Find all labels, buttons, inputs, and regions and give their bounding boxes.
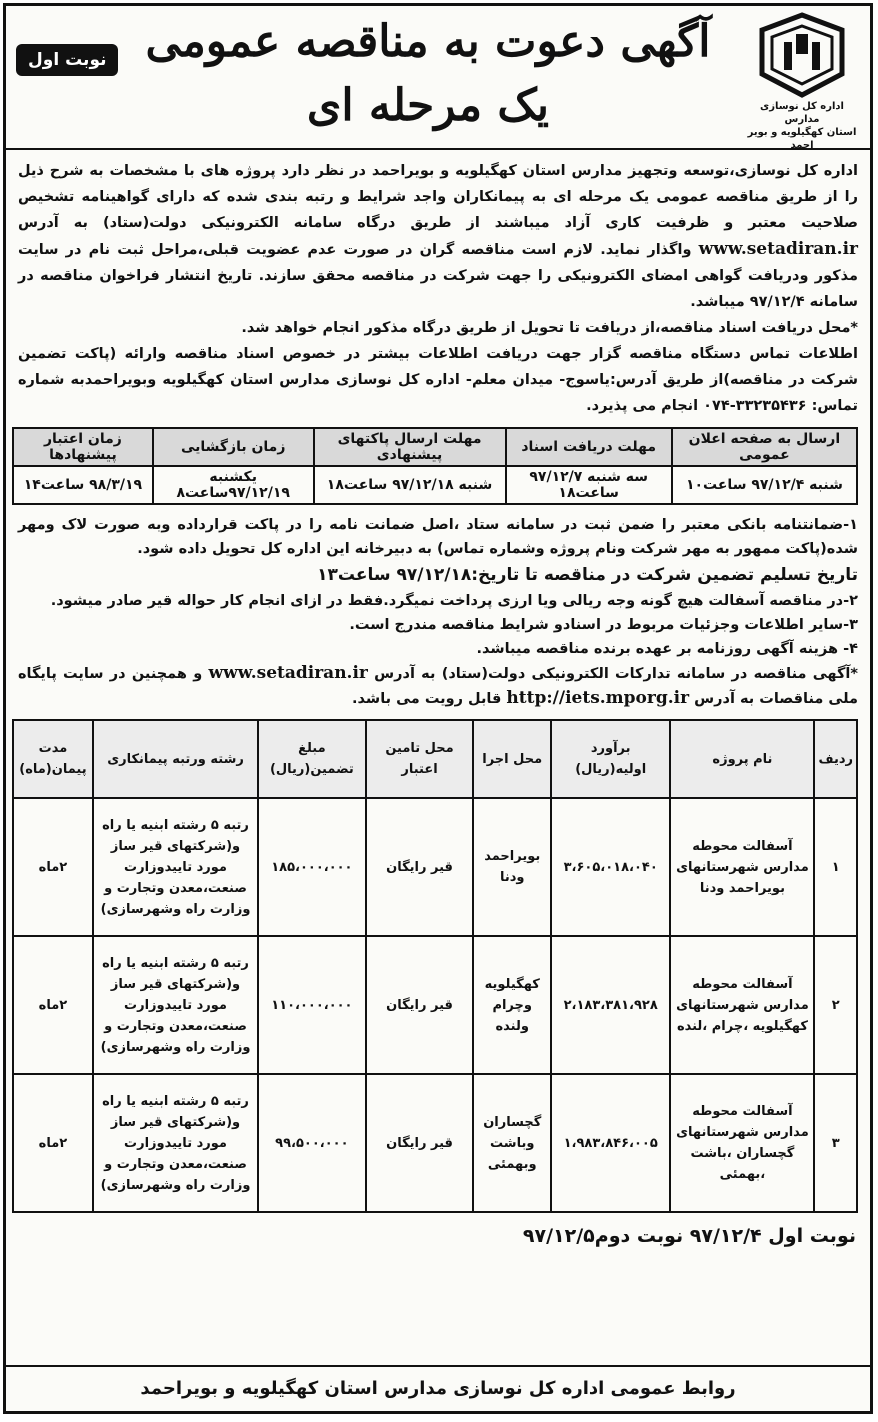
intro-text: اداره کل نوسازی،توسعه وتجهیز مدارس استان کهگیلویه و بویراحمد در نظر دارد پروژه های با مشخصات به شرح ذیل را از طریق مناقصه عمومی یک مرحله ای به پیمانکاران واجد شرایط و رتبه بندی شده که دارای گواهینامه تشخیص صلاحیت معتبر و ظرفیت کاری آزاد میباشند از طریق درگاه سامانه الکترونیکی دولت(ستاد) به آدرس	[18, 163, 858, 231]
schedule-cell: شنبه ۹۷/۱۲/۴ ساعت۱۰	[672, 466, 857, 504]
schedule-cell: ۹۸/۳/۱۹ ساعت۱۴	[13, 466, 153, 504]
schedule-cell: سه شنبه ۹۷/۱۲/۷ ساعت۱۸	[506, 466, 672, 504]
condition-3: ۳-سایر اطلاعات وجزئیات مربوط در اسنادو شرایط مناقصه مندرج است.	[349, 617, 858, 633]
intro-paragraph-3: اطلاعات تماس دستگاه مناقصه گزار جهت دریافت اطلاعات بیشتر در خصوص اسناد مناقصه وارائه (پاکت تضمین شرکت در مناقصه)از طریق آدرس:یاسوج- میدان معلم- اداره کل نوسازی مدارس استان کهگیلویه وبویراحمدبه شماره تماس: ۳۳۲۳۵۴۳۶-۰۷۴ انجام می پذیرد.	[18, 346, 858, 414]
publication-dates: نوبت اول ۹۷/۱۲/۴ نوبت دوم۹۷/۱۲/۵	[522, 1225, 856, 1247]
schedule-header: مهلت دریافت اسناد	[506, 428, 672, 466]
cell-location: کهگیلویه وچرام ولنده	[473, 936, 551, 1074]
projects-table	[12, 719, 858, 1213]
shield-logo-icon	[756, 12, 848, 98]
header-duration: مدت پیمان(ماه)	[13, 720, 93, 798]
schedule-cell: یکشنبه ۹۷/۱۲/۱۹ساعت۸	[153, 466, 314, 504]
table-row	[13, 1074, 857, 1212]
header-funding: محل تامین اعتبار	[366, 720, 474, 798]
cell-estimate: ۱،۹۸۳،۸۴۶،۰۰۵	[551, 1074, 670, 1212]
schedule-header: زمان بازگشایی	[153, 428, 314, 466]
page-title: آگهی دعوت به مناقصه عمومی	[145, 16, 711, 67]
cell-row-number: ۲	[814, 936, 857, 1074]
intro-section	[6, 150, 870, 419]
cell-funding: قیر رایگان	[366, 798, 474, 936]
logo-caption-line1: اداره کل نوسازی مدارس	[760, 101, 844, 125]
intro-text-end: واگذار نماید. لازم است مناقصه گران در صورت عدم عضویت قبلی،مراحل ثبت نام در سایت مذکور ودریافت گواهی امضای الکترونیکی را جهت شرکت در مناقصه محقق سازند. تاریخ انتشار فراخوان مناقصه در سامانه ۹۷/۱۲/۴ میباشد.	[18, 242, 858, 310]
schedule-header: زمان اعتبار پیشنهادها	[13, 428, 153, 466]
page-subtitle: یک مرحله ای	[306, 80, 550, 131]
header-location: محل اجرا	[473, 720, 551, 798]
cell-location: بویراحمد ودنا	[473, 798, 551, 936]
header-estimate: برآورد اولیه(ریال)	[551, 720, 670, 798]
header-guarantee: مبلغ تضمین(ریال)	[258, 720, 365, 798]
conditions-section	[6, 505, 870, 711]
schedule-header-row	[13, 428, 857, 466]
guarantee-deadline: تاریخ تسلیم تضمین شرکت در مناقصه تا تاریخ:۹۷/۱۲/۱۸ ساعت۱۳	[317, 565, 858, 585]
cell-estimate: ۳،۶۰۵،۰۱۸،۰۴۰	[551, 798, 670, 936]
table-row	[13, 936, 857, 1074]
cell-guarantee: ۱۸۵،۰۰۰،۰۰۰	[258, 798, 365, 936]
schedule-header: ارسال به صفحه اعلان عمومی	[672, 428, 857, 466]
publication-badge: نوبت اول	[16, 44, 118, 76]
cell-project-name: آسفالت محوطه مدارس شهرستانهای بویراحمد ودنا	[670, 798, 814, 936]
advertisement-page	[3, 3, 873, 1414]
cell-project-name: آسفالت محوطه مدارس شهرستانهای گچساران ،باشت ،بهمئی	[670, 1074, 814, 1212]
cell-row-number: ۱	[814, 798, 857, 936]
condition-1: ۱-ضمانتنامه بانکی معتبر را ضمن ثبت در سامانه ستاد ،اصل ضمانت نامه را در پاکت قرارداده وبه صورت لاک ومهر شده(پاکت ممهور به مهر شرکت ونام پروژه وشماره تماس) به دبیرخانه این اداره کل تحویل داده شود.	[18, 517, 858, 557]
cell-location: گچساران وباشت وبهمئی	[473, 1074, 551, 1212]
schedule-header: مهلت ارسال پاکتهای پیشنهادی	[314, 428, 506, 466]
setadiran-link[interactable]: www.setadiran.ir	[698, 239, 858, 259]
condition-5-text-b: و همچنین در سایت پایگاه ملی مناقصات به آدرس	[18, 666, 858, 707]
condition-2: ۲-در مناقصه آسفالت هیچ گونه وجه ریالی ویا ارزی پرداخت نمیگرد.فقط در ازای انجام کار حواله قیر صادر میشود.	[50, 593, 858, 609]
intro-paragraph-1	[18, 158, 858, 315]
cell-duration: ۲ماه	[13, 798, 93, 936]
public-relations-footer: روابط عمومی اداره کل نوسازی مدارس استان کهگیلویه و بویراحمد	[6, 1365, 870, 1411]
cell-guarantee: ۱۱۰،۰۰۰،۰۰۰	[258, 936, 365, 1074]
cell-funding: قیر رایگان	[366, 1074, 474, 1212]
organization-logo	[742, 12, 862, 151]
header-grade: رشته ورتبه پیمانکاری	[93, 720, 258, 798]
schedule-cell: شنبه ۹۷/۱۲/۱۸ ساعت۱۸	[314, 466, 506, 504]
intro-paragraph-2: *محل دریافت اسناد مناقصه،از دریافت تا تحویل از طریق درگاه مذکور انجام خواهد شد.	[241, 320, 858, 336]
cell-grade: رتبه ۵ رشته ابنیه یا راه و(شرکتهای قیر ساز مورد تاییدوزارت صنعت،معدن وتجارت و وزارت راه وشهرسازی)	[93, 936, 258, 1074]
projects-header-row	[13, 720, 857, 798]
cell-grade: رتبه ۵ رشته ابنیه یا راه و(شرکتهای قیر ساز مورد تاییدوزارت صنعت،معدن وتجارت و وزارت راه وشهرسازی)	[93, 798, 258, 936]
condition-5-text: *آگهی مناقصه در سامانه تدارکات الکترونیکی دولت(ستاد) به آدرس	[374, 666, 858, 682]
cell-estimate: ۲،۱۸۳،۳۸۱،۹۲۸	[551, 936, 670, 1074]
logo-caption	[742, 100, 862, 152]
schedule-table	[12, 427, 858, 505]
cell-grade: رتبه ۵ رشته ابنیه یا راه و(شرکتهای قیر ساز مورد تاییدوزارت صنعت،معدن وتجارت و وزارت راه وشهرسازی)	[93, 1074, 258, 1212]
condition-5	[18, 661, 858, 711]
header	[6, 6, 870, 150]
cell-duration: ۲ماه	[13, 936, 93, 1074]
header-row-number: ردیف	[814, 720, 857, 798]
condition-4: ۴- هزینه آگهی روزنامه بر عهده برنده مناقصه میباشد.	[476, 641, 858, 657]
schedule-value-row	[13, 466, 857, 504]
cell-funding: قیر رایگان	[366, 936, 474, 1074]
cell-duration: ۲ماه	[13, 1074, 93, 1212]
iets-link[interactable]: http://iets.mporg.ir	[506, 688, 690, 708]
cell-project-name: آسفالت محوطه مدارس شهرستانهای کهگیلویه ،چرام ،لنده	[670, 936, 814, 1074]
logo-caption-line2: استان کهگیلویه و بویر احمد	[747, 127, 857, 151]
condition-5-text-c: قابل رویت می باشد.	[352, 691, 502, 707]
cell-guarantee: ۹۹،۵۰۰،۰۰۰	[258, 1074, 365, 1212]
setadiran-link-2[interactable]: www.setadiran.ir	[208, 663, 368, 683]
cell-row-number: ۳	[814, 1074, 857, 1212]
header-project-name: نام پروژه	[670, 720, 814, 798]
table-row	[13, 798, 857, 936]
